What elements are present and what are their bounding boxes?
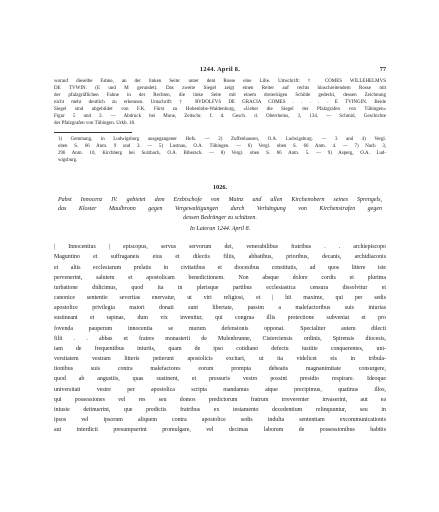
text-line: aut interdicti presumpserint promulgare, vel decimas laborum de possessionibus habitis [54, 427, 386, 434]
regest-line: dessen Bedränger zu schützen. [183, 215, 257, 222]
note-line: DE TVWIN. (E und M gerundet). Das zweite Siegel zeigt einen Reiter auf rechts hinschreitendem Rosse mit [54, 86, 386, 92]
text-line: canonice sententie severitas enervatur, ut viri religiosi, et | hii maxime, qui per sedis [54, 295, 386, 302]
footnote-line: wigsburg. [58, 158, 78, 164]
text-line: iniuste detinuerint, que predictis fratribus ex testamento decedentium relinquuntur, seu in [54, 406, 386, 413]
note-line: worauf dieselbe Fahne, an der linken Seite: unter dem Rosse eine Lilie. Umschrift: † COMES WILLEHELMVS [54, 79, 386, 84]
document-text [54, 242, 386, 435]
footnote-divider [54, 132, 132, 133]
document-number: 1026. [212, 184, 228, 192]
text-line: universitati vestre per apostolica scripta mandamus atque precipimus, quatinus illos, [54, 386, 386, 393]
running-header [54, 66, 386, 78]
text-line: filii . . abbas et fratres monasterii de Mulenbrunne, Cisterciensis ordinis, Spirensis diocesis, [54, 335, 386, 342]
text-line: apostolice privilegia maiori donati sunt libertate, passim a malefactoribus suis iniurias [54, 305, 386, 312]
text-line: fovenda pauperum innocentia se murum defensionis opponat. Specialiter autem dilecti [54, 325, 386, 332]
regest-line: das Kloster Maulbronn gegen Vergewaltigungen durch Verhängung von Kirchenstrafen gegen [58, 206, 382, 213]
text-line: et aliis ecclesiarum prelatis in civitatibus et diocesibus constitutis, ad quos littere iste [54, 264, 386, 271]
text-line: tam de frequentibus iniuriis, quam de ipso cotidiano defectu iustitie conquerentes, uni- [54, 345, 386, 352]
text-line: Maguntino et suffraganeis eius et dilectis filiis, abbatibus, prioribus, decanis, archidiaconis [54, 254, 386, 261]
regest-line: Pabst Innocenz IV. gebietet dem Erzbischofe von Mainz und allen Kirchenobern seines Sprengels, [58, 197, 382, 204]
note-line: Siegel sind abgebildet von F.K. Fürst zu Hohenlohe-Waldenburg, «Ueber die Siegel der Pfalzgrafen von Tübingen» [54, 107, 386, 113]
text-line: pervenerint, salutem et apostolicam benedictionem. Non absque dolore cordis et plurima [54, 274, 386, 281]
footnote-line: oben S. 66 Anm. 9 und 3. — 5) Lustnau, O.A. Tübingen. — 6) Vergl. oben S. 66 Anm. 4. — 7) Nach 3, [58, 144, 386, 150]
text-line: versitatem vestram litteris petierunt apostolicis excitari, ut ita videlicet eis in tribula- [54, 356, 386, 363]
text-line: ipsos vel ipsorum aliquem contra apostolice sedis indulta sententiam excommunicationis [54, 416, 386, 423]
dateline: In Lateran 1244. April 8. [189, 226, 251, 233]
note-line: Figur 5 und 3. — Abdruck bei Mone, Zeitschr. f. d. Gesch. d. Oberrheins, 3, 134. — Schmid, Geschichte [54, 114, 386, 120]
document-regest [54, 196, 386, 223]
note-line: nicht mehr deutlich zu erkennen. Umschrift: † RVDOLFVS DE GRACIA COMES . . . . . E TVINGIN. Beide [54, 100, 386, 106]
footnote-line: 296 Anm. 10, Kirchberg bei Sulzbach, O.A. Biberach. — 8) Vergl. oben S. 66 Anm. 5. — 9) Asperg, O.A. Lud- [58, 151, 386, 157]
footnotes [54, 136, 386, 164]
text-line: quod ab angustiis, quas sustinent, et pressuris vestro possint presidio respirare. Ideoque [54, 376, 386, 383]
text-line: sustineant et rapinas, dum vix invenitur, qui congrua illis protectione subveniat et pro [54, 315, 386, 322]
footnote-line: 1) Gemmang, in Ludwigsburg ausgegangener Hofs. — 2) Zuffenhausen, O.A. Ludwigsburg. — 3 and 4) Vergl. [58, 137, 386, 143]
text-line: tionibus suis contra malefactores eorum prompta debeatis magnanimitate consurgere, [54, 366, 386, 373]
running-title: 1244. April 8. [199, 66, 241, 73]
note-line: der Pfalzgrafen von Tübingen. Urkb. 18. [54, 121, 136, 127]
document-page [54, 66, 386, 435]
text-line: turbatione didicimus, quod ita in plerisque partibus ecclesiastica censura dissolvitur et [54, 284, 386, 291]
page-number: 77 [379, 66, 386, 73]
seal-description-note [54, 78, 386, 127]
text-line: qui possessiones vel res seu domos predictorum fratrum irreverenter invaserint, aut ea [54, 396, 386, 403]
text-line: | Innocentius | episcopus, servus servorum dei, venerabilibus fratribus . . archiepiscopo [54, 244, 386, 251]
note-line: der pfalzgräflichen Fahne in der Rechten, die linke Seite mit einem dreieckigen Schilde gedeckt, dessen Zeichnung [54, 93, 386, 99]
